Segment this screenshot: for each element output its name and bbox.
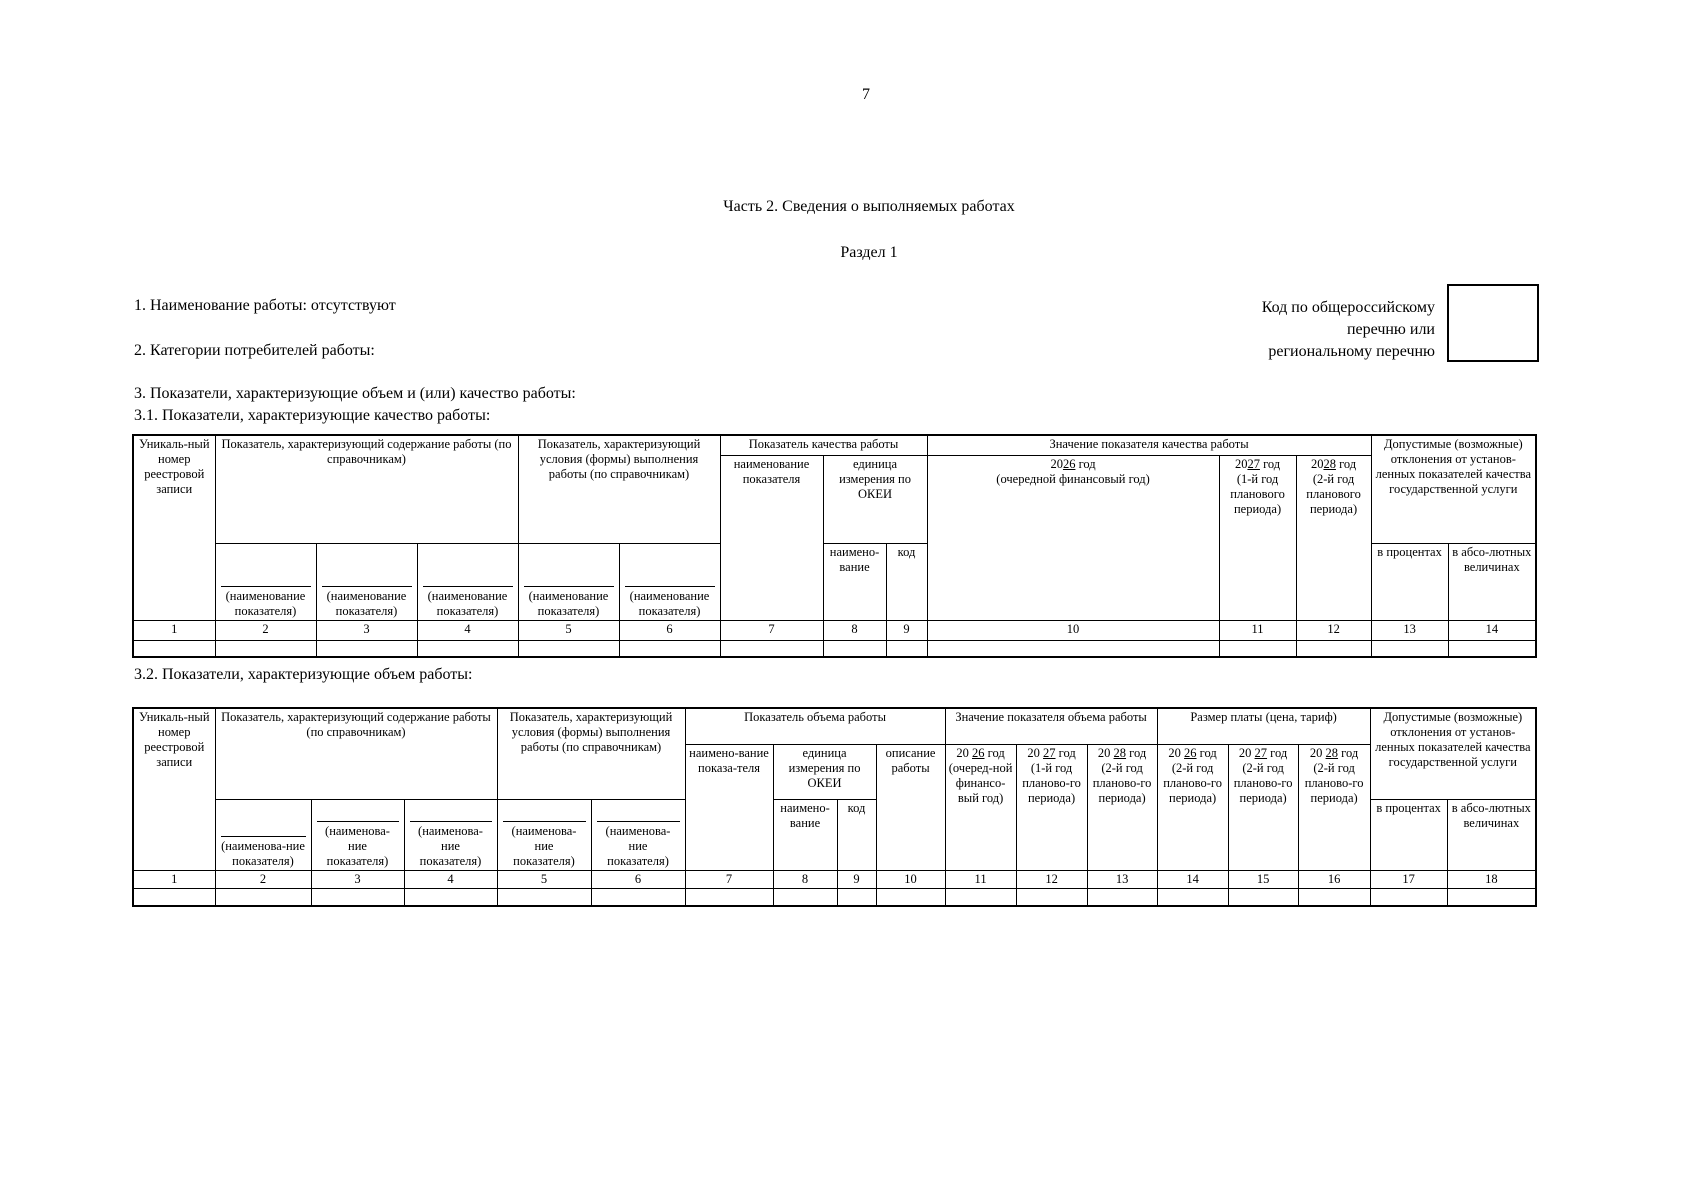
content-ind-2: [316, 543, 417, 620]
col-value-year3: [1087, 744, 1157, 870]
col-unit: единица измерения по ОКЕИ: [773, 744, 876, 799]
table-row: [133, 640, 1536, 657]
consumer-categories: 2. Категории потребителей работы:: [134, 342, 375, 359]
col-number: 6: [591, 870, 685, 888]
col-fee-year2: [1228, 744, 1298, 870]
col-indicator-name: наименование показателя: [720, 455, 823, 620]
year-suffix: год: [1259, 456, 1281, 471]
col-number: 1: [133, 870, 215, 888]
year-prefix: 20: [1050, 456, 1063, 471]
content-ind-3: [404, 799, 497, 870]
condition-ind-2: [619, 543, 720, 620]
year-suffix: год: [1126, 745, 1147, 760]
col-number: 2: [215, 870, 311, 888]
year-desc: (1-й год планового периода): [1230, 471, 1285, 516]
year-suffix: год: [1075, 456, 1096, 471]
year-number: 28: [1323, 456, 1336, 471]
col-value-year1: [945, 744, 1016, 870]
year-number: 26: [972, 745, 985, 760]
sub-name: (наименование показателя): [625, 586, 715, 619]
col-number: 2: [215, 620, 316, 640]
year-desc: (2-й год планово-го периода): [1304, 760, 1364, 805]
year-prefix: 20: [1027, 745, 1040, 760]
year-prefix: 20: [956, 745, 969, 760]
col-number: 18: [1447, 870, 1536, 888]
sub-name: (наименова-ние показателя): [597, 821, 680, 869]
col-fee-year1: [1157, 744, 1228, 870]
year-desc: (очеред-ной финансо-вый год): [948, 760, 1013, 805]
col-number: 3: [311, 870, 404, 888]
sub-name: (наименова-ние показателя): [317, 821, 399, 869]
year-desc: (2-й год планового периода): [1306, 471, 1361, 516]
volume-heading: 3.2. Показатели, характеризующие объем работы:: [134, 666, 473, 683]
year-suffix: год: [1335, 456, 1357, 471]
year-suffix: год: [1055, 745, 1076, 760]
year-desc: (2-й год планово-го периода): [1163, 760, 1222, 805]
col-unit: единица измерения по ОКЕИ: [823, 455, 927, 543]
sub-name: (наименова-ние показателя): [503, 821, 586, 869]
content-ind-2: [311, 799, 404, 870]
year-prefix: 20: [1238, 745, 1252, 760]
col-number: 11: [945, 870, 1016, 888]
condition-ind-1: [518, 543, 619, 620]
col-number: 7: [720, 620, 823, 640]
col-unit-name: наимено-вание: [773, 799, 837, 870]
col-number: 1: [133, 620, 215, 640]
col-number: 8: [823, 620, 886, 640]
col-number: 14: [1157, 870, 1228, 888]
col-year2: [1219, 455, 1296, 620]
part-title: Часть 2. Сведения о выполняемых работах: [723, 198, 1015, 215]
year-suffix: год: [1338, 745, 1359, 760]
col-number: 8: [773, 870, 837, 888]
col-conditions: Показатель, характеризующий условия (формы) выполнения работы (по справочникам): [497, 708, 685, 799]
col-unit-name: наимено-вание: [823, 543, 886, 620]
col-year3: [1296, 455, 1371, 620]
content-ind-3: [417, 543, 518, 620]
year-number: 28: [1325, 745, 1339, 760]
year-number: 27: [1254, 745, 1268, 760]
col-number: 10: [876, 870, 945, 888]
col-absolute: в абсо-лютных величинах: [1448, 543, 1536, 620]
sub-name: (наименова-ние показателя): [221, 836, 306, 869]
col-year1: [927, 455, 1219, 620]
col-absolute: в абсо-лютных величинах: [1447, 799, 1536, 870]
col-number: 9: [886, 620, 927, 640]
col-volume: Показатель объема работы: [685, 708, 945, 744]
year-number: 27: [1043, 745, 1056, 760]
col-value-year2: [1016, 744, 1087, 870]
content-ind-1: [215, 543, 316, 620]
col-number: 11: [1219, 620, 1296, 640]
col-content: Показатель, характеризующий содержание работы (по справочникам): [215, 708, 497, 799]
col-conditions: Показатель, характеризующий условия (формы) выполнения работы (по справочникам): [518, 435, 720, 543]
col-value: Значение показателя качества работы: [927, 435, 1371, 455]
col-unit-code: код: [837, 799, 876, 870]
col-unique: Уникаль-ный номер реестровой записи: [133, 435, 215, 620]
col-value: Значение показателя объема работы: [945, 708, 1157, 744]
col-number: 9: [837, 870, 876, 888]
indicators-heading: 3. Показатели, характеризующие объем и (или) качество работы:: [134, 385, 576, 402]
volume-table: [132, 707, 1537, 907]
year-suffix: год: [1267, 745, 1288, 760]
year-number: 26: [1062, 456, 1076, 471]
year-number: 26: [1184, 745, 1197, 760]
col-number: 15: [1228, 870, 1298, 888]
quality-table: [132, 434, 1537, 658]
quality-heading: 3.1. Показатели, характеризующие качество работы:: [134, 407, 491, 424]
col-number: 14: [1448, 620, 1536, 640]
year-suffix: год: [1196, 745, 1217, 760]
col-percent: в процентах: [1370, 799, 1447, 870]
col-number: 6: [619, 620, 720, 640]
year-number: 28: [1113, 745, 1127, 760]
code-label: [1180, 297, 1435, 363]
year-prefix: 20: [1234, 456, 1248, 471]
sub-name: (наименование показателя): [221, 586, 311, 619]
condition-ind-1: [497, 799, 591, 870]
col-number: 3: [316, 620, 417, 640]
col-fee: Размер платы (цена, тариф): [1157, 708, 1370, 744]
col-number: 4: [404, 870, 497, 888]
col-deviation: Допустимые (возможные) отклонения от установ-ленных показателей качества государственной услуги: [1370, 708, 1536, 799]
table-row: [133, 888, 1536, 906]
year-prefix: 20: [1309, 745, 1323, 760]
col-indicator-name: наимено-вание показа-теля: [685, 744, 773, 870]
year-prefix: 20: [1168, 745, 1181, 760]
col-number: 17: [1370, 870, 1447, 888]
year-number: 27: [1247, 456, 1260, 471]
sub-name: (наименование показателя): [322, 586, 412, 619]
year-suffix: год: [984, 745, 1005, 760]
code-box[interactable]: [1447, 284, 1539, 362]
content-ind-1: [215, 799, 311, 870]
col-number: 16: [1298, 870, 1370, 888]
page-number: 7: [862, 86, 870, 103]
sub-name: (наименование показателя): [423, 586, 513, 619]
col-quality: Показатель качества работы: [720, 435, 927, 455]
sub-name: (наименова-ние показателя): [410, 821, 492, 869]
year-desc: (2-й год планово-го периода): [1233, 760, 1293, 805]
col-number: 5: [497, 870, 591, 888]
year-desc: (очередной финансовый год): [996, 471, 1150, 486]
col-number: 4: [417, 620, 518, 640]
col-unit-code: код: [886, 543, 927, 620]
col-fee-year3: [1298, 744, 1370, 870]
col-number: 12: [1016, 870, 1087, 888]
col-number: 5: [518, 620, 619, 640]
code-label-line2: перечню или: [1346, 321, 1435, 338]
col-number: 10: [927, 620, 1219, 640]
col-number: 13: [1371, 620, 1448, 640]
year-desc: (2-й год планово-го периода): [1092, 760, 1152, 805]
col-number: 12: [1296, 620, 1371, 640]
condition-ind-2: [591, 799, 685, 870]
column-numbers-row: [133, 870, 1536, 888]
sub-name: (наименование показателя): [524, 586, 614, 619]
col-number: 13: [1087, 870, 1157, 888]
col-deviation: Допустимые (возможные) отклонения от установ-ленных показателей качества государственной услуги: [1371, 435, 1536, 543]
year-prefix: 20: [1097, 745, 1111, 760]
col-content: Показатель, характеризующий содержание работы (по справочникам): [215, 435, 518, 543]
column-numbers-row: [133, 620, 1536, 640]
work-name: 1. Наименование работы: отсутствуют: [134, 297, 396, 314]
section-title: Раздел 1: [840, 244, 898, 261]
year-prefix: 20: [1310, 456, 1324, 471]
col-number: 7: [685, 870, 773, 888]
col-percent: в процентах: [1371, 543, 1448, 620]
code-label-line3: региональному перечню: [1268, 343, 1435, 360]
year-desc: (1-й год планово-го периода): [1022, 760, 1081, 805]
col-unique: Уникаль-ный номер реестровой записи: [133, 708, 215, 870]
code-label-line1: Код по общероссийскому: [1261, 299, 1435, 316]
col-description: описание работы: [876, 744, 945, 870]
